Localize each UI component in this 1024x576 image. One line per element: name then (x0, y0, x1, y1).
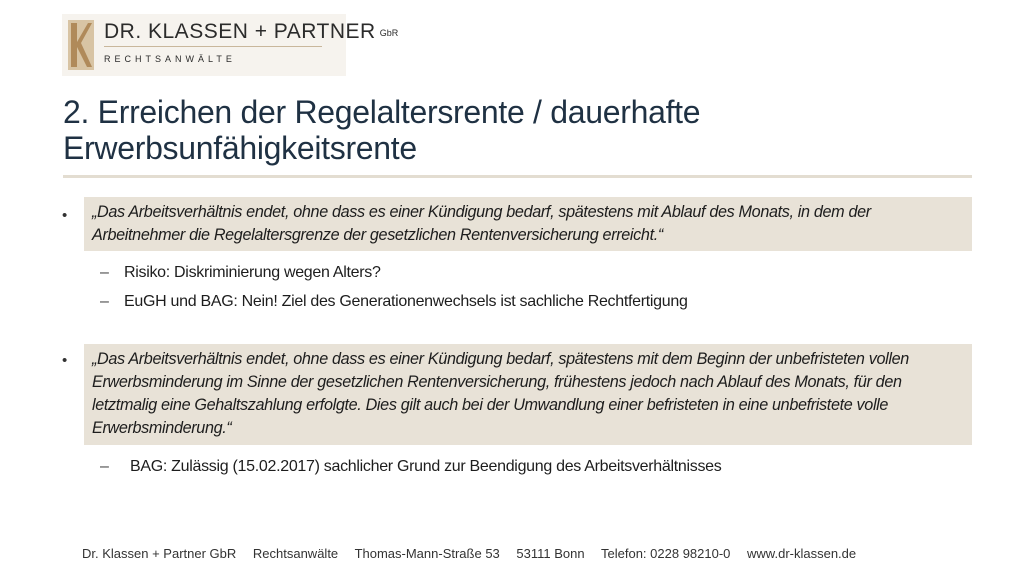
title-line-2: Erwerbsunfähigkeitsrente (63, 130, 417, 166)
title-divider (63, 175, 972, 178)
bullet-marker: • (62, 207, 68, 224)
logo-divider (104, 46, 322, 47)
quote-box-1 (84, 197, 972, 251)
quote-box-2 (84, 344, 972, 445)
quote-line: Erwerbsminderung.“ (92, 419, 232, 437)
quote-line: „Das Arbeitsverhältnis endet, ohne dass es einer Kündigung bedarf, spätestens mit Ablauf des Monats, in dem der (92, 203, 871, 221)
footer-profession: Rechtsanwälte (252, 546, 339, 561)
footer (82, 546, 869, 561)
quote-line: „Das Arbeitsverhältnis endet, ohne dass es einer Kündigung bedarf, spätestens mit dem Beginn der unbefristeten vollen (92, 350, 909, 368)
dash-marker: – (100, 458, 109, 475)
quote-line: Erwerbsminderung im Sinne der gesetzlichen Rentenversicherung, frühestens jedoch nach Ablauf des Monats, für den (92, 373, 902, 391)
footer-phone: Telefon: 0228 98210-0 (601, 546, 731, 561)
footer-company: Dr. Klassen + Partner GbR (82, 546, 237, 561)
logo-k-mark-icon (68, 20, 94, 70)
title-line-1: 2. Erreichen der Regelaltersrente / dauerhafte (63, 94, 701, 130)
dash-marker: – (100, 264, 109, 281)
sub-point-text: EuGH und BAG: Nein! Ziel des Generationenwechsels ist sachliche Rechtfertigung (124, 293, 688, 310)
quote-line: letztmalig eine Gehaltszahlung erfolgte. Dies gilt auch bei der Umwandlung einer befristeten in eine unbefristete volle (92, 396, 889, 414)
footer-street: Thomas-Mann-Straße 53 (354, 546, 500, 561)
bullet-marker: • (62, 352, 68, 369)
company-logo (62, 14, 399, 76)
sub-point (100, 264, 381, 282)
sub-point (100, 293, 688, 311)
footer-city: 53111 Bonn (516, 546, 585, 561)
sub-point-text: BAG: Zulässig (15.02.2017) sachlicher Grund zur Beendigung des Arbeitsverhältnisses (130, 458, 722, 475)
footer-website: www.dr-klassen.de (747, 546, 857, 561)
logo-name-text: DR. KLASSEN + PARTNER (104, 20, 376, 43)
logo-company-name (104, 20, 398, 44)
sub-point (100, 458, 721, 476)
quote-line: Arbeitnehmer die Regelaltersgrenze der gesetzlichen Rentenversicherung erreicht.“ (92, 226, 663, 244)
sub-point-text: Risiko: Diskriminierung wegen Alters? (124, 264, 381, 281)
dash-marker: – (100, 293, 109, 310)
logo-subtitle: RECHTSANWÄLTE (104, 54, 236, 64)
logo-suffix: GbR (379, 28, 399, 38)
slide-title (63, 94, 963, 166)
